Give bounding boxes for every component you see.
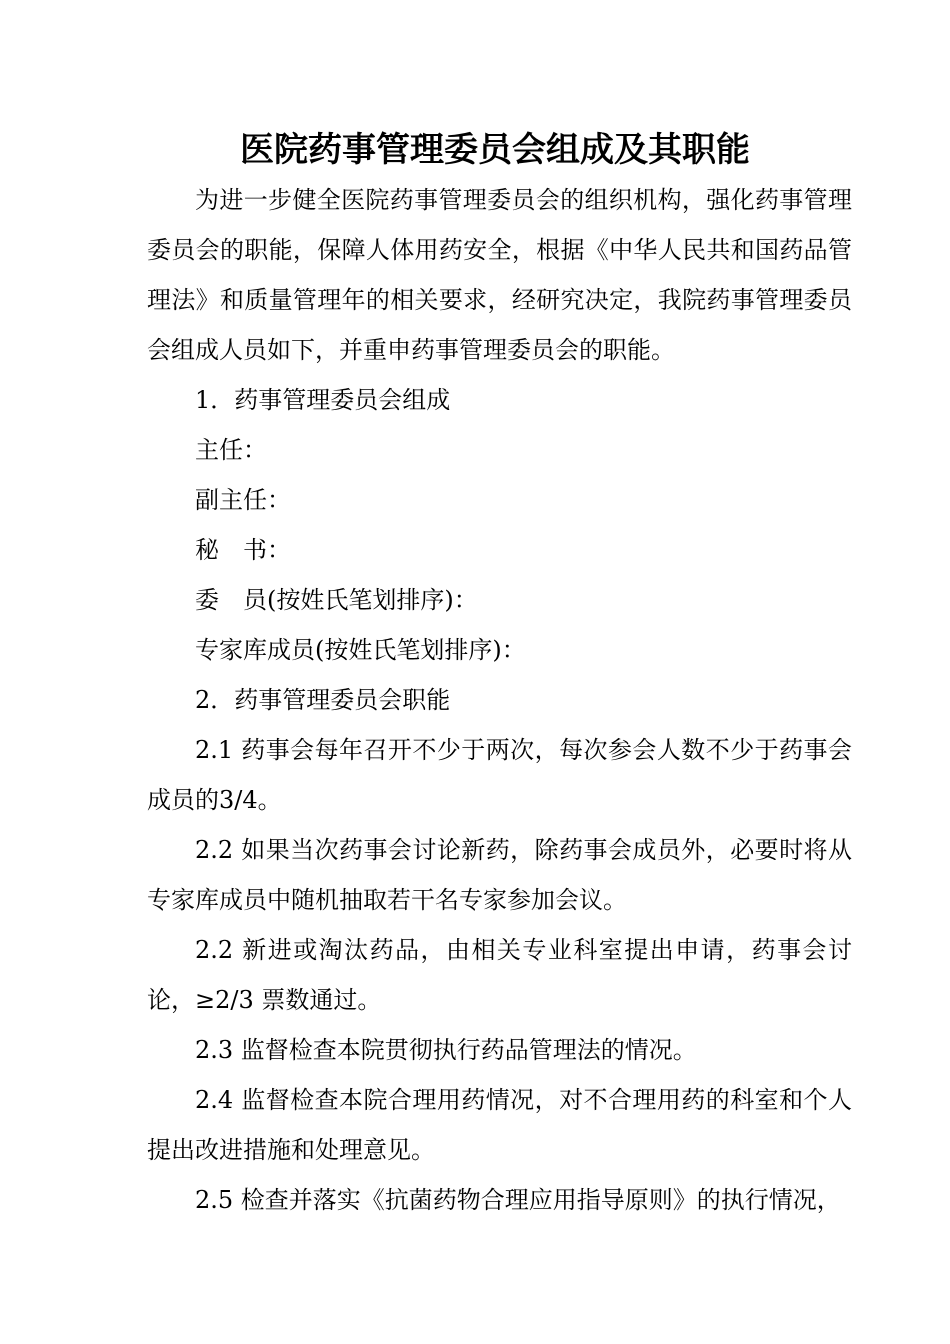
secretary-line bbox=[147, 525, 852, 575]
function-item: 2.2 如果当次药事会讨论新药，除药事会成员外，必要时将从专家库成员中随机抽取若干名专家参加会议。 bbox=[147, 836, 852, 914]
member-line bbox=[147, 575, 852, 625]
director-line: 主任： bbox=[195, 436, 267, 464]
function-item: 2.2 新进或淘汰药品，由相关专业科室提出申请，药事会讨论，≥2/3 票数通过。 bbox=[147, 936, 852, 1014]
document-body bbox=[147, 175, 852, 1225]
document-title: 医院药事管理委员会组成及其职能 bbox=[240, 130, 750, 170]
deputy-director-line: 副主任： bbox=[195, 486, 291, 514]
secretary-label-part1: 秘 bbox=[195, 536, 219, 564]
section1-heading: 1．药事管理委员会组成 bbox=[195, 386, 451, 414]
function-item: 2.3 监督检查本院贯彻执行药品管理法的情况。 bbox=[195, 1036, 697, 1064]
function-item: 2.1 药事会每年召开不少于两次，每次参会人数不少于药事会成员的3/4。 bbox=[147, 736, 852, 814]
member-label-part2: 员(按姓氏笔划排序)： bbox=[243, 586, 478, 614]
member-label-part1: 委 bbox=[195, 586, 219, 614]
secretary-label-part2: 书： bbox=[243, 536, 291, 564]
section2-heading: 2．药事管理委员会职能 bbox=[195, 686, 451, 714]
intro-paragraph: 为进一步健全医院药事管理委员会的组织机构，强化药事管理委员会的职能，保障人体用药安全，根据《中华人民共和国药品管理法》和质量管理年的相关要求，经研究决定，我院药事管理委员会组成人员如下，并重申药事管理委员会的职能。 bbox=[147, 186, 852, 364]
expert-line: 专家库成员(按姓氏笔划排序)： bbox=[195, 636, 526, 664]
function-item: 2.4 监督检查本院合理用药情况，对不合理用药的科室和个人提出改进措施和处理意见。 bbox=[147, 1086, 852, 1164]
function-item: 2.5 检查并落实《抗菌药物合理应用指导原则》的执行情况， bbox=[195, 1186, 841, 1214]
